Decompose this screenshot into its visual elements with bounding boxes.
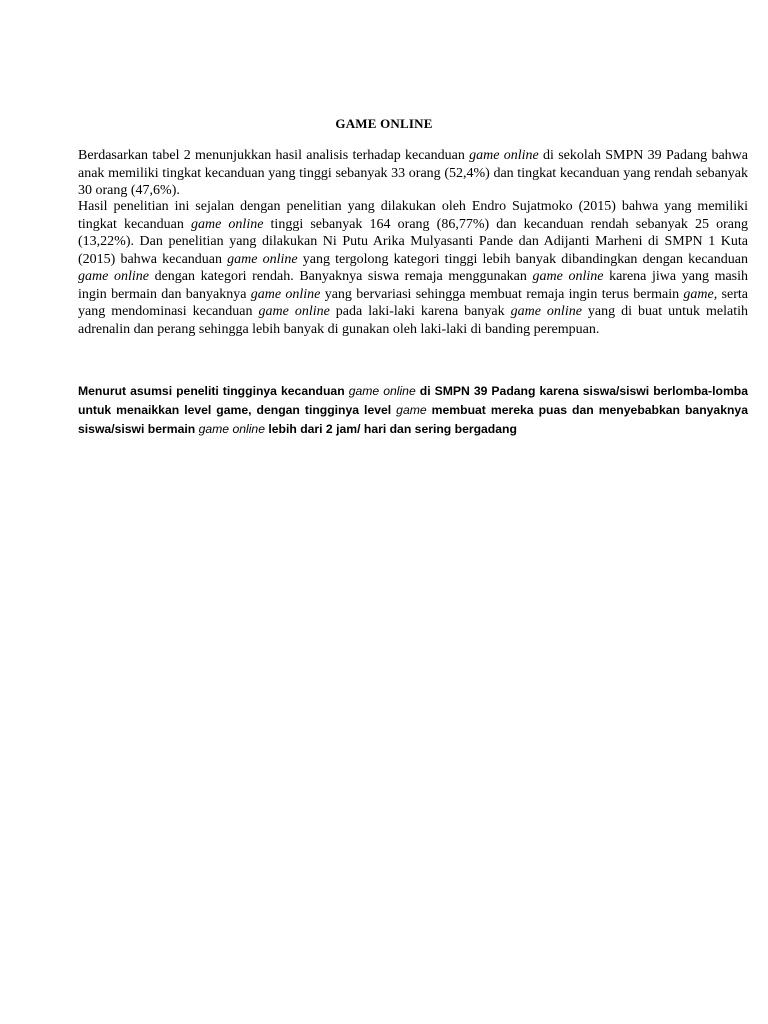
p2-em-7: game online: [258, 304, 330, 319]
page-title: GAME ONLINE: [335, 116, 433, 131]
p3-text-2: di SMPN 39 Padang karena siswa/siswi berlomba-lomba untuk menaikkan level game, dengan tingginya level: [78, 384, 749, 417]
paragraph-researcher-assumption: [78, 382, 748, 439]
p2-text-6: yang bervariasi sehingga membuat remaja ingin terus bermain: [320, 286, 684, 302]
p1-text-2: di sekolah SMPN 39 Padang bahwa anak memiliki tingkat kecanduan yang tinggi sebanyak 33 orang (52,4%) dan tingkat kecanduan yang rendah sebanyak 30 orang (47,6%).: [78, 148, 748, 198]
p2-text-3: yang tergolong kategori tinggi lebih banyak dibandingkan dengan kecanduan: [297, 251, 748, 267]
p1-em-1: game online: [469, 148, 539, 163]
p2-em-1: game online: [190, 216, 264, 232]
p2-text-7: serta yang mendominasi kecanduan: [78, 286, 748, 319]
p3-text-3: membuat mereka puas dan menyebabkan banyaknya siswa/siswi bermain: [78, 403, 748, 436]
p1-text-1: Berdasarkan tabel 2 menunjukkan hasil analisis terhadap kecanduan: [78, 148, 470, 163]
p2-em-8: game online: [510, 304, 582, 319]
p2-em-6: game,: [683, 286, 718, 302]
p2-text-9: yang di buat untuk melatih adrenalin dan perang sehingga lebih banyak di gunakan oleh laki-laki di banding perempuan.: [78, 304, 748, 337]
p2-text-5: karena jiwa yang masih ingin bermain dan banyaknya: [78, 269, 749, 302]
p2-text-4: dengan kategori rendah. Banyaknya siswa remaja menggunakan: [148, 269, 533, 284]
p2-em-3: game online: [78, 269, 149, 284]
paragraph-prior-research: [78, 198, 748, 338]
p3-em-2: game: [396, 403, 427, 417]
p2-text-8: pada laki-laki karena banyak: [329, 304, 511, 319]
p3-text-1: Menurut asumsi peneliti tingginya kecanduan: [78, 384, 349, 398]
paragraph-results: [78, 147, 748, 200]
p3-em-3: game online: [198, 422, 265, 436]
p3-em-1: game online: [348, 384, 416, 398]
p2-text-2: tinggi sebanyak 164 orang (86,77%) dan kecanduan rendah sebanyak 25 orang (13,22%). Dan penelitian yang dilakukan Ni Putu Arika Mulyasanti Pande dan Adijanti Marheni di SMPN 1 Kuta (2015) bahwa kecanduan: [78, 216, 748, 267]
p2-em-2: game online: [227, 251, 298, 267]
p2-text-1: Hasil penelitian ini sejalan dengan penelitian yang dilakukan oleh Endro Sujatmoko (2015) bahwa yang memiliki tingkat kecanduan: [78, 199, 748, 232]
p2-em-5: game online: [250, 286, 321, 302]
p2-em-4: game online: [532, 269, 604, 284]
p3-text-4: lebih dari 2 jam/ hari dan sering bergadang: [264, 422, 517, 436]
